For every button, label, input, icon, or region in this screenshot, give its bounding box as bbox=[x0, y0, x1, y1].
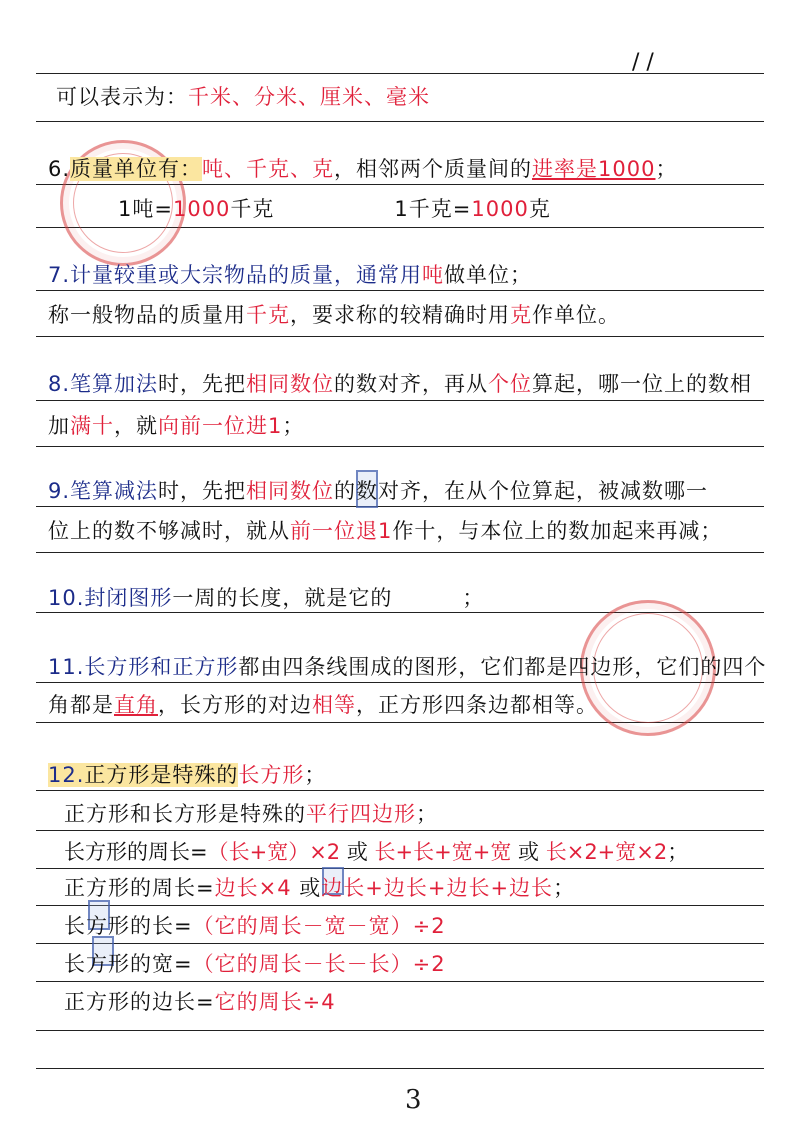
text-line: 12.正方形是特殊的长方形； bbox=[48, 763, 327, 787]
ruled-line bbox=[36, 905, 764, 906]
text-line: 正方形的边长=它的周长÷4 bbox=[64, 990, 336, 1014]
page-number: 3 bbox=[405, 1085, 422, 1115]
ruled-line bbox=[36, 506, 764, 507]
text-line: 长方形的周长=（长+宽）×2 或 长+长+宽+宽 或 长×2+宽×2； bbox=[64, 840, 689, 864]
text-line: 角都是直角，长方形的对边相等，正方形四条边都相等。 bbox=[48, 693, 598, 717]
ruled-line bbox=[36, 446, 764, 447]
text-line: 位上的数不够减时，就从前一位退1作十，与本位上的数加起来再减； bbox=[48, 519, 723, 543]
ruled-line bbox=[36, 1030, 764, 1031]
text-line: 加满十，就向前一位进1； bbox=[48, 414, 305, 438]
ruled-line bbox=[36, 830, 764, 831]
text-line: 11.长方形和正方形都由四条线围成的图形，它们都是四边形，它们的四个 bbox=[48, 655, 767, 679]
text-line: 6.质量单位有：吨、千克、克，相邻两个质量间的进率是1000； bbox=[48, 157, 678, 181]
text-line: 长方形的长=（它的周长－宽－宽）÷2 bbox=[64, 914, 446, 938]
text-line: 7.计量较重或大宗物品的质量，通常用吨做单位； bbox=[48, 263, 533, 287]
ruled-line bbox=[36, 943, 764, 944]
text-line: 正方形的周长=边长×4 或边长+边长+边长+边长； bbox=[64, 876, 576, 900]
ruled-line bbox=[36, 981, 764, 982]
text-line: 9.笔算减法时，先把相同数位的数对齐，在从个位算起，被减数哪一 bbox=[48, 479, 709, 503]
ruled-line bbox=[36, 336, 764, 337]
text-line: 1吨=1000千克 1千克=1000克 bbox=[118, 197, 551, 221]
ruled-line bbox=[36, 73, 764, 74]
ruled-line bbox=[36, 400, 764, 401]
ruled-line bbox=[36, 790, 764, 791]
text-line: 长方形的宽=（它的周长－长－长）÷2 bbox=[64, 952, 446, 976]
text-line: 可以表示为：千米、分米、厘米、毫米 bbox=[56, 85, 430, 109]
ruled-line bbox=[36, 1068, 764, 1069]
text-line: 正方形和长方形是特殊的平行四边形； bbox=[64, 802, 438, 826]
top-marks: / / bbox=[632, 50, 654, 75]
ruled-line bbox=[36, 290, 764, 291]
ruled-line bbox=[36, 121, 764, 122]
text-line: 10.封闭图形一周的长度，就是它的 ； bbox=[48, 586, 485, 610]
ruled-line bbox=[36, 552, 764, 553]
text-line: 8.笔算加法时，先把相同数位的数对齐，再从个位算起，哪一位上的数相 bbox=[48, 372, 753, 396]
text-line: 称一般物品的质量用千克，要求称的较精确时用克作单位。 bbox=[48, 303, 620, 327]
ruled-line bbox=[36, 868, 764, 869]
